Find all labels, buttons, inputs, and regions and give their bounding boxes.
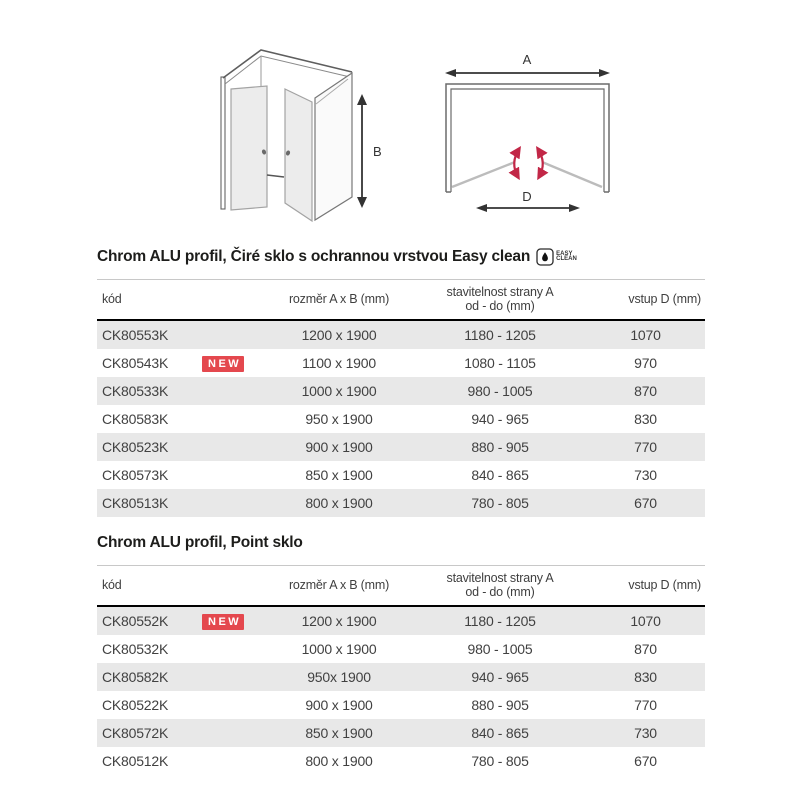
- product-code: CK80553K: [97, 320, 202, 349]
- header-rozmer: rozměr A x B (mm): [288, 292, 390, 306]
- product-code: CK80583K: [102, 411, 169, 427]
- dimension-value: 800 x 1900: [264, 489, 414, 517]
- section1-title: [97, 248, 705, 266]
- adjustability-value: 980 - 1005: [414, 377, 586, 405]
- product-code: CK80552K: [97, 606, 202, 635]
- entry-width-value: 1070: [586, 606, 705, 635]
- adjustability-value: 840 - 865: [414, 719, 586, 747]
- dimension-a-label: A: [522, 52, 532, 67]
- front-view-diagram: [180, 28, 400, 240]
- entry-width-value: 830: [634, 411, 657, 427]
- entry-width-value: 730: [586, 719, 705, 747]
- entry-width-value: 870: [586, 377, 705, 405]
- entry-width-value: 730: [634, 467, 657, 483]
- product-code: CK80572K: [97, 719, 202, 747]
- adjustability-value: 780 - 805: [471, 753, 529, 769]
- door-connector: [267, 175, 284, 177]
- new-badge: NEW: [202, 356, 244, 372]
- header-rozmer: rozměr A x B (mm): [288, 578, 390, 592]
- dimension-value: 1200 x 1900: [264, 606, 414, 635]
- easy-clean-badge: [536, 248, 577, 266]
- header-stavitelnost: stavitelnost strany A od - do (mm): [446, 285, 554, 313]
- left-swing-arrow: [514, 149, 519, 177]
- header-vstup: vstup D (mm): [628, 292, 701, 306]
- table-row: [97, 377, 705, 405]
- table-row: [97, 489, 705, 517]
- adjustability-value: 940 - 965: [471, 411, 529, 427]
- arrowhead-left: [445, 69, 456, 77]
- entry-width-value: 770: [586, 433, 705, 461]
- table-row: [97, 691, 705, 719]
- easy-clean-droplet-icon: [536, 248, 554, 266]
- section1-title-text: Chrom ALU profil, Čiré sklo s ochrannou vrstvou Easy clean: [97, 248, 531, 265]
- header-stavitelnost: stavitelnost strany A od - do (mm): [446, 571, 554, 599]
- table-row: [97, 635, 705, 663]
- table-row: [97, 320, 705, 349]
- header-badge-spacer: [202, 280, 264, 321]
- content-column: [97, 248, 705, 775]
- table-row: [97, 461, 705, 489]
- right-door-glass: [285, 89, 312, 221]
- table-row: [97, 719, 705, 747]
- adjustability-value: 980 - 1005: [467, 641, 533, 657]
- adjustability-value: 840 - 865: [471, 467, 529, 483]
- entry-width-value: 870: [634, 641, 657, 657]
- arrowhead-right: [599, 69, 610, 77]
- entry-width-value: 770: [634, 697, 657, 713]
- adjustability-value: 1080 - 1105: [464, 355, 536, 371]
- entry-width-value: 1070: [586, 320, 705, 349]
- product-code: CK80543K: [102, 355, 169, 371]
- entry-width-value: 970: [634, 355, 657, 371]
- top-view-diagram: [430, 40, 650, 230]
- arrowhead-down: [357, 197, 367, 208]
- dimension-value: 950 x 1900: [305, 411, 373, 427]
- table-row: [97, 606, 705, 635]
- top-frame-inner: [225, 56, 350, 84]
- table-row: [97, 405, 705, 433]
- frame-outer: [446, 84, 609, 192]
- adjustability-value: 880 - 905: [471, 697, 529, 713]
- table-row: [97, 349, 705, 377]
- adjustability-value: 780 - 805: [414, 489, 586, 517]
- product-code: CK80532K: [102, 641, 169, 657]
- left-door-glass: [231, 86, 267, 210]
- table-row: [97, 747, 705, 775]
- dimension-d-label: D: [522, 189, 532, 204]
- right-door-plan: [542, 162, 602, 187]
- entry-width-value: 830: [586, 663, 705, 691]
- dimension-value: 1000 x 1900: [301, 641, 377, 657]
- adjustability-value: 1180 - 1205: [414, 606, 586, 635]
- product-code: CK80533K: [97, 377, 202, 405]
- dimension-value: 900 x 1900: [264, 433, 414, 461]
- easy-clean-label: EASY CLEAN: [556, 250, 577, 262]
- header-kod: kód: [102, 578, 122, 592]
- left-post: [221, 77, 225, 209]
- section2-title: Chrom ALU profil, Point sklo: [97, 534, 303, 551]
- dimension-value: 900 x 1900: [305, 697, 373, 713]
- entry-width-value: 670: [634, 753, 657, 769]
- section1-table: [97, 279, 705, 517]
- dimension-value: 850 x 1900: [264, 719, 414, 747]
- header-vstup: vstup D (mm): [628, 578, 701, 592]
- dimension-value: 1000 x 1900: [264, 377, 414, 405]
- arrowhead-up: [357, 94, 367, 105]
- dimension-value: 1100 x 1900: [302, 355, 376, 371]
- product-code: CK80582K: [97, 663, 202, 691]
- right-swing-arrow: [538, 149, 543, 177]
- product-code: CK80573K: [102, 467, 169, 483]
- dimension-value: 1200 x 1900: [264, 320, 414, 349]
- header-badge-spacer: [202, 566, 264, 607]
- new-badge: NEW: [202, 614, 244, 630]
- section2-table: [97, 565, 705, 775]
- table-row: [97, 433, 705, 461]
- product-code: CK80512K: [102, 753, 169, 769]
- table-header-row: [97, 280, 705, 321]
- product-code: CK80523K: [97, 433, 202, 461]
- right-wall-panel: [315, 73, 352, 220]
- left-door-plan: [452, 162, 515, 187]
- table-header-row: [97, 566, 705, 607]
- entry-width-value: 670: [586, 489, 705, 517]
- table-row: [97, 663, 705, 691]
- product-code: CK80513K: [97, 489, 202, 517]
- arrowhead-right2: [569, 204, 580, 212]
- dimension-value: 800 x 1900: [305, 753, 373, 769]
- arrowhead-left2: [476, 204, 487, 212]
- dimension-b-label: B: [373, 144, 382, 159]
- frame-inner: [451, 89, 604, 192]
- header-kod: kód: [102, 292, 122, 306]
- dimension-value: 950x 1900: [264, 663, 414, 691]
- product-code: CK80522K: [102, 697, 169, 713]
- adjustability-value: 880 - 905: [414, 433, 586, 461]
- adjustability-value: 1180 - 1205: [414, 320, 586, 349]
- dimension-value: 850 x 1900: [305, 467, 373, 483]
- adjustability-value: 940 - 965: [414, 663, 586, 691]
- top-frame-outer: [223, 50, 352, 78]
